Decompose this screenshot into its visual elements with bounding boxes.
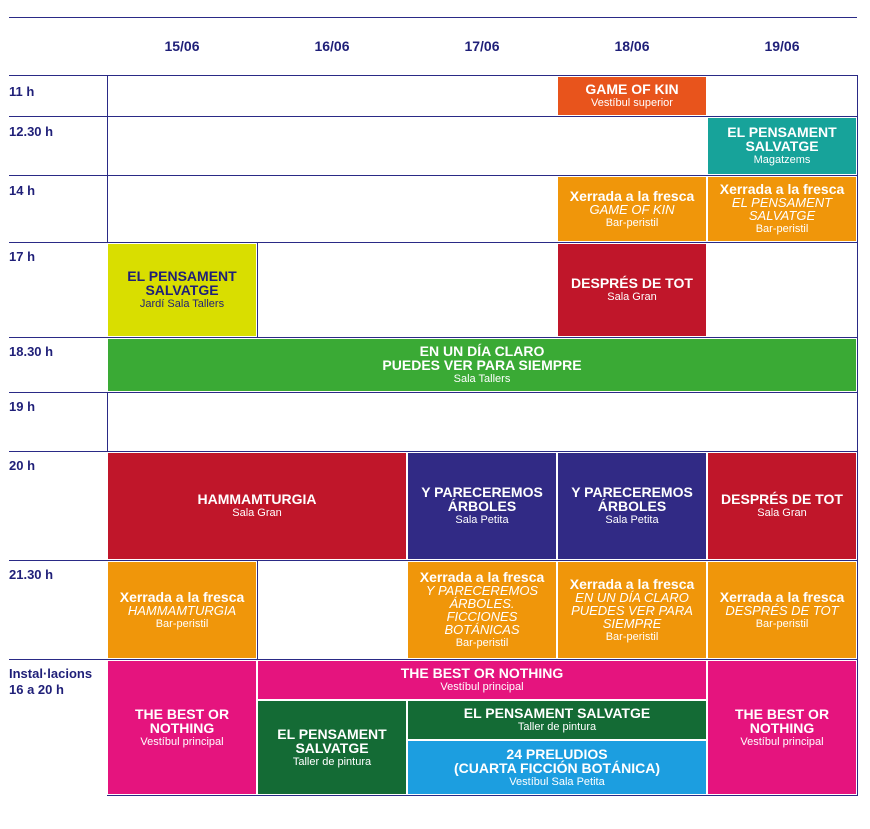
event-despres-de-tot[interactable] (557, 243, 707, 337)
event-venue: Bar-peristil (605, 630, 659, 643)
event-venue: Jardí Sala Tallers (139, 298, 225, 310)
event-subtitle-line-4: BOTÁNICAS (444, 622, 520, 637)
event-hammamturgia[interactable] (107, 452, 407, 560)
time-label-11h: 11 h (9, 84, 35, 99)
event-title-line-2: SALVATGE (295, 739, 369, 756)
event-title: Xerrada a la fresca (119, 588, 245, 605)
event-subtitle: DESPRÉS DE TOT (725, 602, 839, 618)
row-line (9, 75, 857, 76)
event-the-best-or-nothing-19[interactable] (707, 660, 857, 795)
event-venue: Bar-peristil (755, 617, 809, 630)
event-subtitle-line-3: SIEMPRE (602, 615, 662, 631)
date-header-16-06: 16/06 (314, 38, 350, 54)
event-title-line-2: PUEDES VER PARA SIEMPRE (382, 357, 582, 373)
event-venue: Bar-peristil (455, 637, 509, 649)
event-venue: Sala Petita (605, 514, 659, 526)
event-subtitle: GAME OF KIN (589, 201, 675, 217)
date-header-17-06: 17/06 (464, 38, 500, 54)
grid-col-line (257, 242, 258, 337)
top-rule (9, 17, 857, 18)
time-label-20h: 20 h (9, 458, 36, 473)
event-title-line-2: SALVATGE (745, 138, 819, 154)
event-venue: Vestíbul superior (591, 97, 673, 109)
event-en-un-dia-claro[interactable] (107, 338, 857, 392)
event-title: GAME OF KIN (585, 81, 679, 97)
event-title: Xerrada a la fresca (719, 588, 845, 605)
grid-col-line (257, 560, 258, 659)
event-venue: Sala Petita (455, 514, 509, 526)
event-game-of-kin[interactable] (557, 76, 707, 116)
event-venue: Sala Tallers (453, 373, 511, 385)
event-venue: Sala Gran (607, 291, 657, 303)
event-title: THE BEST OR NOTHING (400, 665, 564, 681)
date-header-15-06: 15/06 (164, 38, 200, 54)
event-subtitle-line-3: FICCIONES (446, 609, 518, 624)
event-venue: Vestíbul principal (440, 681, 524, 693)
event-title: HAMMAMTURGIA (197, 491, 317, 507)
row-line (107, 795, 857, 796)
event-title: Xerrada a la fresca (719, 181, 845, 197)
event-venue: Taller de pintura (292, 755, 372, 768)
time-label-17h: 17 h (9, 249, 36, 264)
event-xerrada-game-of-kin[interactable] (557, 176, 707, 242)
time-label-19h: 19 h (9, 399, 36, 414)
time-label-12-30h: 12.30 h (9, 124, 54, 139)
event-the-best-or-nothing-wide[interactable] (257, 660, 707, 700)
event-despres-de-tot-20h[interactable] (707, 452, 857, 560)
event-venue: Sala Gran (232, 507, 282, 519)
event-subtitle-line-2: PUEDES VER PARA (571, 602, 693, 618)
event-subtitle-line-1: EN UN DÍA CLARO (575, 589, 689, 605)
event-venue: Bar-peristil (155, 617, 209, 630)
installations-label-line-1: Instal·lacions (9, 666, 93, 681)
event-subtitle-line-2: SALVATGE (748, 208, 816, 223)
grid-right-line (857, 75, 858, 796)
event-title: Xerrada a la fresca (569, 575, 695, 592)
time-label-14h: 14 h (9, 183, 36, 198)
event-title-line-2: SALVATGE (145, 282, 219, 298)
event-title-line-1: THE BEST OR (734, 705, 830, 722)
event-el-pensament-salvatge[interactable] (707, 117, 857, 175)
event-title-line-2: (CUARTA FICCIÓN BOTÁNICA) (453, 759, 661, 776)
event-venue: Bar-peristil (605, 216, 659, 229)
event-el-pensament-salvatge-taller-wide[interactable] (407, 700, 707, 740)
installations-label-line-2: 16 a 20 h (9, 682, 64, 697)
event-title-line-1: EL PENSAMENT (277, 725, 387, 742)
row-line (9, 392, 857, 393)
event-xerrada-hammamturgia[interactable] (107, 561, 257, 659)
installations-label (9, 666, 92, 698)
event-title-line-1: Y PARECEREMOS (571, 484, 693, 500)
event-title-line-2: NOTHING (149, 719, 215, 736)
event-venue: Taller de pintura (517, 721, 597, 733)
event-venue: Sala Gran (757, 507, 807, 519)
event-title-line-1: EL PENSAMENT (727, 124, 837, 140)
date-header-18-06: 18/06 (614, 38, 650, 54)
event-venue: Vestíbul principal (140, 735, 224, 748)
time-label-18-30h: 18.30 h (9, 344, 54, 359)
event-title-line-1: 24 PRELUDIOS (506, 745, 608, 762)
event-title-line-1: THE BEST OR (134, 705, 230, 722)
event-title: Xerrada a la fresca (419, 569, 545, 585)
event-title-line-2: NOTHING (749, 719, 815, 736)
event-title-line-2: ÁRBOLES (447, 498, 517, 514)
event-title: DESPRÉS DE TOT (571, 275, 693, 291)
event-y-pareceremos-arboles-18[interactable] (557, 452, 707, 560)
date-header-19-06: 19/06 (764, 38, 800, 54)
event-el-pensament-salvatge-taller-16[interactable] (257, 700, 407, 795)
event-venue: Vestíbul Sala Petita (509, 775, 605, 788)
event-title-line-2: ÁRBOLES (597, 498, 667, 514)
event-subtitle-line-1: EL PENSAMENT (731, 195, 833, 210)
event-title: Xerrada a la fresca (569, 187, 695, 204)
event-subtitle-line-1: Y PARECEREMOS (425, 583, 539, 598)
event-el-pensament-salvatge-jardi[interactable] (107, 243, 257, 337)
event-title-line-1: Y PARECEREMOS (421, 484, 543, 500)
event-subtitle: HAMMAMTURGIA (127, 602, 237, 618)
event-xerrada-y-pareceremos-arboles[interactable] (407, 561, 557, 659)
event-subtitle-line-2: ÁRBOLES. (449, 596, 515, 611)
event-venue: Vestíbul principal (740, 735, 824, 748)
event-venue: Bar-peristil (755, 223, 809, 235)
event-title: DESPRÉS DE TOT (721, 491, 843, 507)
event-title-line-1: EL PENSAMENT (127, 268, 237, 284)
event-xerrada-en-un-dia-claro[interactable] (557, 561, 707, 659)
event-y-pareceremos-arboles-17[interactable] (407, 452, 557, 560)
event-venue: Magatzems (753, 154, 811, 166)
event-xerrada-despres-de-tot[interactable] (707, 561, 857, 659)
event-title-line-1: EN UN DÍA CLARO (419, 343, 545, 359)
time-label-21-30h: 21.30 h (9, 567, 54, 582)
event-title: EL PENSAMENT SALVATGE (463, 705, 651, 721)
event-xerrada-el-pensament[interactable] (707, 176, 857, 242)
event-the-best-or-nothing-15[interactable] (107, 660, 257, 795)
event-24-preludios[interactable] (407, 740, 707, 795)
